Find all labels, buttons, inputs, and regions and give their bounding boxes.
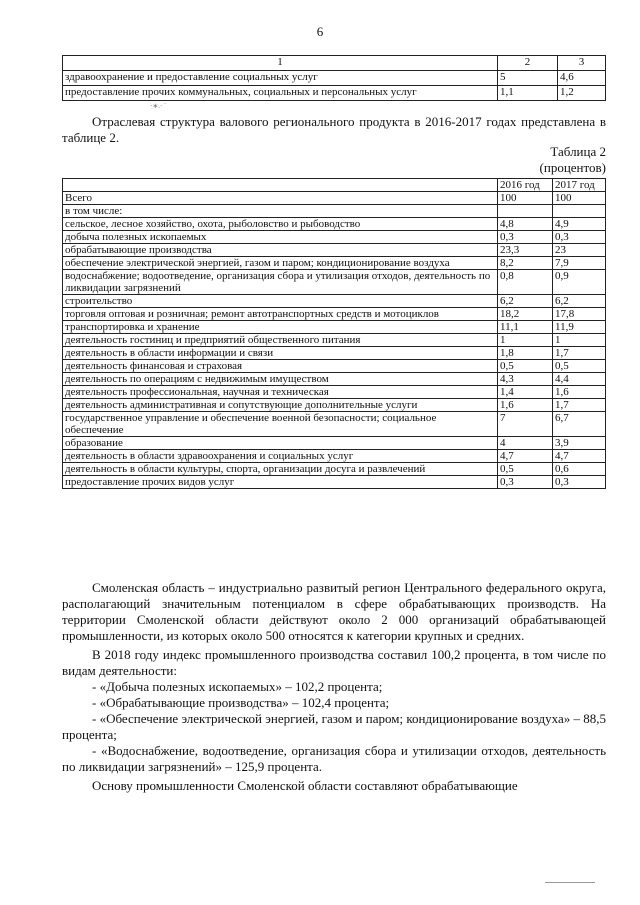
value-cell: 0,8 [498, 270, 553, 295]
table-row [63, 257, 606, 270]
page-number: 6 [316, 24, 324, 39]
paragraph: В 2018 году индекс промышленного производства составил 100,2 процента, в том числе по видам деятельности: [62, 647, 606, 678]
table-row [63, 270, 606, 295]
value-cell: 0,3 [553, 476, 606, 489]
value-cell: 1 [553, 334, 606, 347]
body-text [62, 580, 606, 794]
value-cell: 100 [553, 192, 606, 205]
row-label: предоставление прочих видов услуг [63, 476, 498, 489]
table-row [63, 450, 606, 463]
value-cell: 4 [498, 437, 553, 450]
table-caption [470, 144, 606, 176]
value-cell: 1 [498, 334, 553, 347]
table-row [63, 360, 606, 373]
header-cell: 2017 год [553, 179, 606, 192]
value-cell: 1,6 [498, 399, 553, 412]
table-row [63, 373, 606, 386]
value-cell: 4,7 [553, 450, 606, 463]
table-header-row [63, 56, 606, 71]
row-label: сельское, лесное хозяйство, охота, рыболовство и рыбоводство [63, 218, 498, 231]
row-label: деятельность в области здравоохранения и социальных услуг [63, 450, 498, 463]
row-label: строительство [63, 295, 498, 308]
row-label: деятельность гостиниц и предприятий общественного питания [63, 334, 498, 347]
scan-artifact: ·∗.· ` [150, 102, 167, 110]
list-item: - «Добыча полезных ископаемых» – 102,2 процента; [92, 679, 383, 694]
header-cell: 2016 год [498, 179, 553, 192]
table-title: Таблица 2 [550, 144, 606, 159]
row-label: торговля оптовая и розничная; ремонт автотранспортных средств и мотоциклов [63, 308, 498, 321]
header-cell: 2 [498, 56, 558, 71]
table-row [63, 71, 606, 86]
row-label: деятельность в области культуры, спорта, организации досуга и развлечений [63, 463, 498, 476]
table-row [63, 295, 606, 308]
intro-paragraph: Отраслевая структура валового регионального продукта в 2016-2017 годах представлена в таблице 2. [62, 114, 606, 145]
value-cell: 23,3 [498, 244, 553, 257]
value-cell: 1,7 [553, 399, 606, 412]
row-label: государственное управление и обеспечение военной безопасности; социальное обеспечение [63, 412, 498, 437]
value-cell: 23 [553, 244, 606, 257]
table-row [63, 334, 606, 347]
value-cell: 11,1 [498, 321, 553, 334]
margin-mark [545, 882, 595, 884]
value-cell: 7 [498, 412, 553, 437]
table-header-row [63, 179, 606, 192]
table-row [63, 86, 606, 101]
row-label: транспортировка и хранение [63, 321, 498, 334]
table-row [63, 412, 606, 437]
row-label: Всего [63, 192, 498, 205]
value-cell: 6,7 [553, 412, 606, 437]
table-row [63, 321, 606, 334]
row-label: водоснабжение; водоотведение, организация сбора и утилизация отходов, деятельность по ликвидации загрязнений [63, 270, 498, 295]
table-row [63, 231, 606, 244]
value-cell: 0,5 [553, 360, 606, 373]
header-cell: 1 [63, 56, 498, 71]
value-cell: 4,6 [558, 71, 606, 86]
value-cell: 0,3 [553, 231, 606, 244]
table-row [63, 476, 606, 489]
value-cell: 4,3 [498, 373, 553, 386]
paragraph: Смоленская область – индустриально развитый регион Центрального федерального округа, располагающий значительным потенциалом в сфере обрабатывающих производств. На территории Смоленской области действуют около 2 000 организаций обрабатывающей промышленности, из которых около 500 относятся к категории крупных и средних. [62, 580, 606, 643]
row-label: образование [63, 437, 498, 450]
value-cell: 100 [498, 192, 553, 205]
value-cell: 4,9 [553, 218, 606, 231]
row-label: обрабатывающие производства [63, 244, 498, 257]
value-cell: 7,9 [553, 257, 606, 270]
table-row [63, 386, 606, 399]
list-item: - «Обеспечение электрической энергией, газом и паром; кондиционирование воздуха» – 88,5 процента; [62, 711, 606, 742]
value-cell: 6,2 [498, 295, 553, 308]
value-cell: 1,7 [553, 347, 606, 360]
value-cell: 8,2 [498, 257, 553, 270]
value-cell [553, 205, 606, 218]
value-cell: 6,2 [553, 295, 606, 308]
header-cell: 3 [558, 56, 606, 71]
value-cell: 5 [498, 71, 558, 86]
value-cell: 0,9 [553, 270, 606, 295]
value-cell: 0,3 [498, 476, 553, 489]
list-item: - «Водоснабжение, водоотведение, организация сбора и утилизации отходов, деятельность по ликвидации загрязнений» – 125,9 процента. [62, 743, 606, 774]
value-cell: 4,4 [553, 373, 606, 386]
row-label: в том числе: [63, 205, 498, 218]
value-cell: 18,2 [498, 308, 553, 321]
value-cell: 4,7 [498, 450, 553, 463]
value-cell: 4,8 [498, 218, 553, 231]
value-cell: 17,8 [553, 308, 606, 321]
value-cell: 1,4 [498, 386, 553, 399]
row-label: добыча полезных ископаемых [63, 231, 498, 244]
value-cell: 1,6 [553, 386, 606, 399]
value-cell: 1,2 [558, 86, 606, 101]
value-cell: 11,9 [553, 321, 606, 334]
row-label: предоставление прочих коммунальных, социальных и персональных услуг [63, 86, 498, 101]
row-label: деятельность по операциям с недвижимым имуществом [63, 373, 498, 386]
value-cell: 0,3 [498, 231, 553, 244]
row-label: деятельность в области информации и связи [63, 347, 498, 360]
table-1-continuation [62, 55, 606, 101]
table-row [63, 437, 606, 450]
paragraph: Основу промышленности Смоленской области составляют обрабатывающие [92, 778, 518, 793]
row-label: деятельность профессиональная, научная и техническая [63, 386, 498, 399]
table-row [63, 205, 606, 218]
value-cell: 0,5 [498, 360, 553, 373]
table-row [63, 308, 606, 321]
table-row [63, 244, 606, 257]
value-cell: 3,9 [553, 437, 606, 450]
table-unit: (процентов) [539, 160, 606, 175]
row-label: здравоохранение и предоставление социальных услуг [63, 71, 498, 86]
table-row [63, 218, 606, 231]
row-label: деятельность административная и сопутствующие дополнительные услуги [63, 399, 498, 412]
value-cell [498, 205, 553, 218]
value-cell: 1,1 [498, 86, 558, 101]
row-label: обеспечение электрической энергией, газом и паром; кондиционирование воздуха [63, 257, 498, 270]
row-label: деятельность финансовая и страховая [63, 360, 498, 373]
gdp-structure-table [62, 178, 606, 489]
table-row [63, 399, 606, 412]
header-cell [63, 179, 498, 192]
table-row [63, 463, 606, 476]
value-cell: 1,8 [498, 347, 553, 360]
table-row [63, 192, 606, 205]
table-row [63, 347, 606, 360]
value-cell: 0,6 [553, 463, 606, 476]
value-cell: 0,5 [498, 463, 553, 476]
list-item: - «Обрабатывающие производства» – 102,4 процента; [92, 695, 390, 710]
